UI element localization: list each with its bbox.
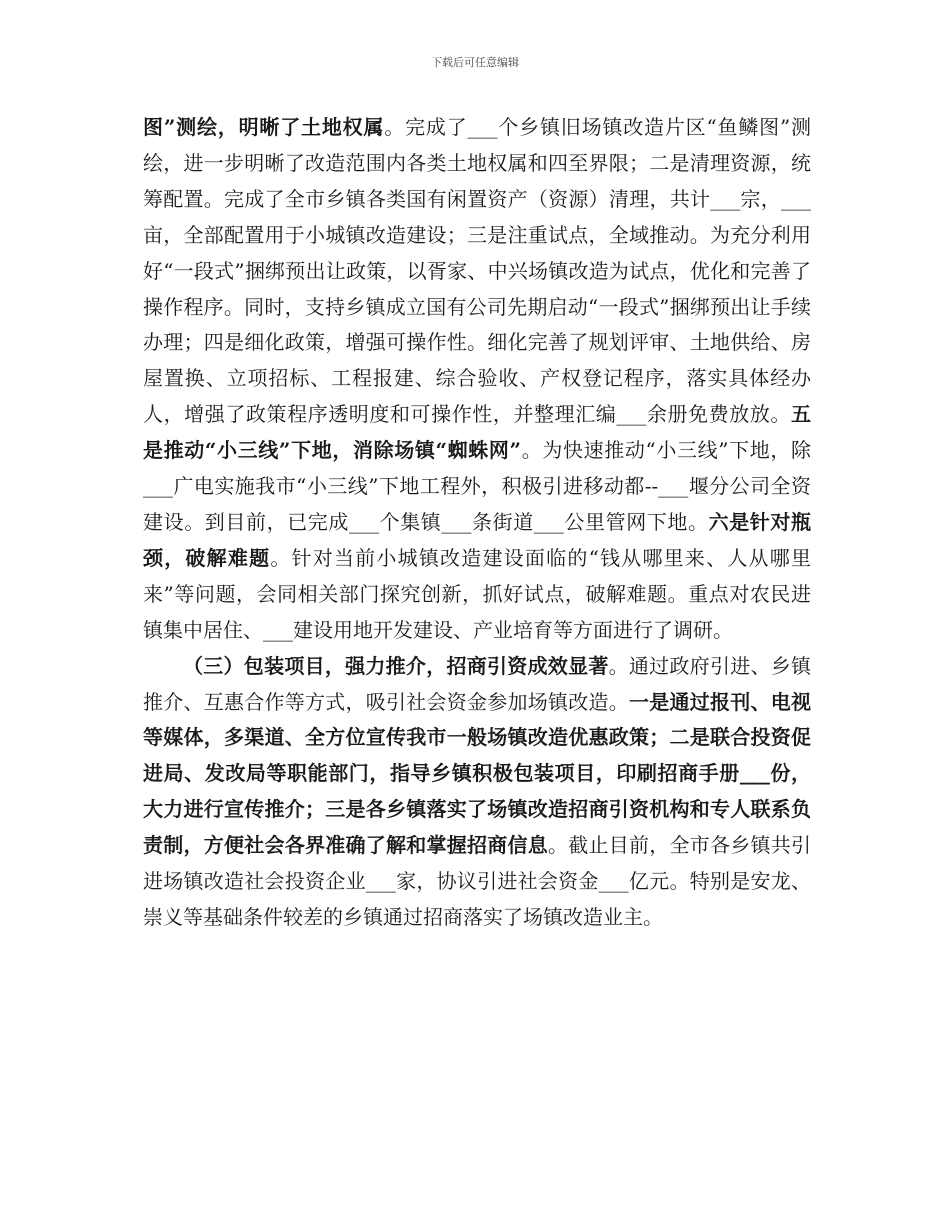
body-text: 。截止目前，全市各乡镇共引进场镇改造社会投资企业___家，协议引进社会资金___亿元。特别是安龙、崇义等基础条件较差的乡镇通过招商落实了场镇改造业主。 xyxy=(143,833,811,929)
bold-phrase: 图”测绘，明晰了土地权属 xyxy=(143,115,385,139)
body-text: 。为快速推动“小三线”下地，除___广电实施我市“小三线”下地工程外，积极引进移动都--___堰分公司全资建设。到目前，已完成___个集镇___条街道___公里管网下地。 xyxy=(143,438,812,534)
body-text: 。针对当前小城镇改造建设面临的“钱从哪里来、人从哪里来”等问题，会同相关部门探究创新，抓好试点，破解难题。重点对农民进镇集中居住、___建设用地开发建设、产业培育等方面进行了调研。 xyxy=(143,545,811,642)
body-text: 。完成了___个乡镇旧场镇改造片区“鱼鳞图”测绘，进一步明晰了改造范围内各类土地权属和四至界限；二是清理资源，统筹配置。完成了全市乡镇各类国有闲置资产（资源）清理，共计___宗，___亩，全部配置用于小城镇改造建设；三是注重试点，全域推动。为充分利用好“一段式”捆绑预出让政策，以胥家、中兴场镇改造为试点，优化和完善了操作程序。同时，支持乡镇成立国有公司先期启动“一段式”捆绑预出让手续办理；四是细化政策，增强可操作性。细化完善了规划评审、土地供给、房屋置换、立项招标、工程报建、综合验收、产权登记程序，落实具体经办人，增强了政策程序透明度和可操作性，并整理汇编___余册免费放放。 xyxy=(143,115,811,427)
body-text: 。通过政府引进、乡镇推介、互惠合作等方式，吸引社会资金参加场镇改造。 xyxy=(143,653,812,714)
paragraph-investment xyxy=(143,649,811,936)
section-heading: （三）包装项目，强力推介，招商引资成效显著 xyxy=(183,653,609,678)
bold-phrase: 一是通过报刊、电视等媒体，多渠道、全方位宣传我市一般场镇改造优惠政策；二是联合投资促进局、发改局等职能部门，指导乡镇积极包装项目，印刷招商手册___份，大力进行宣传推介；三是各乡镇落实了场镇改造招商引资机构和专人联系负责制，方便社会各界准确了解和掌握招商信息 xyxy=(143,689,811,858)
paragraph-land-resources xyxy=(143,110,811,649)
page-header: 下载后可任意编辑 xyxy=(431,56,519,69)
document-body xyxy=(143,110,811,936)
bold-phrase: 五是推动“小三线”下地，消除场镇“蜘蛛网” xyxy=(143,402,811,463)
bold-phrase: 六是针对瓶颈，破解难题 xyxy=(143,509,812,570)
